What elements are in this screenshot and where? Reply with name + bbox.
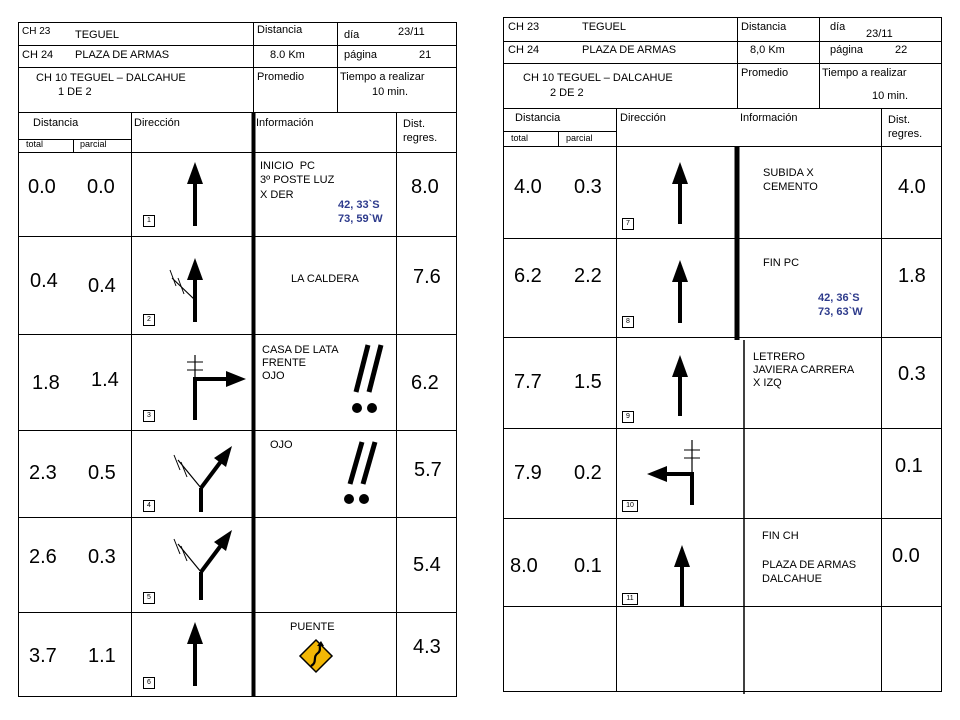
right-row-10-regres: 0.1	[895, 455, 923, 477]
right-row-8-total: 6.2	[514, 265, 542, 287]
left-col-direccion: Dirección	[134, 117, 180, 129]
right-row-8-regres: 1.8	[898, 265, 926, 287]
right-pagina-value: 22	[895, 44, 908, 56]
right-distancia-value: 8,0 Km	[750, 44, 785, 56]
left-row-1-parcial: 0.0	[87, 176, 115, 198]
left-turn-arrow-icon	[647, 440, 700, 505]
left-tiempo-label: Tiempo a realizar	[340, 71, 425, 83]
left-row-2-total: 0.4	[30, 270, 58, 292]
right-dia-label: día	[830, 21, 846, 33]
left-dia-label: día	[344, 29, 360, 41]
left-row-4-total: 2.3	[29, 462, 57, 484]
left-row-3-total: 1.8	[32, 372, 60, 394]
left-town-b: PLAZA DE ARMAS	[75, 49, 170, 61]
left-pagina-value: 21	[419, 49, 432, 61]
straight-arrow-icon	[187, 622, 203, 686]
left-row-2-parcial: 0.4	[88, 275, 116, 297]
right-row-7-parcial: 0.3	[574, 176, 602, 198]
left-row-4-parcial: 0.5	[88, 462, 116, 484]
left-row-3-parcial: 1.4	[91, 369, 119, 391]
right-route: CH 10 TEGUEL – DALCAHUE	[523, 72, 673, 84]
straight-arrow-icon	[674, 545, 690, 606]
left-row-1-regres: 8.0	[411, 176, 439, 198]
left-row-6-info: PUENTE	[290, 621, 335, 633]
left-row-3-info: CASA DE LATA FRENTE OJO	[262, 344, 339, 383]
right-row-10-number: 10	[622, 500, 638, 512]
right-row-10-parcial: 0.2	[574, 462, 602, 484]
right-row-8-parcial: 2.2	[574, 265, 602, 287]
right-col-dist-regres: Dist. regres.	[888, 114, 923, 141]
right-row-9-info: LETRERO JAVIERA CARRERA X IZQ	[753, 351, 855, 390]
right-part: 2 DE 2	[550, 87, 584, 99]
caution-icon	[344, 442, 375, 504]
left-row-1-total: 0.0	[28, 176, 56, 198]
right-row-8-info: FIN PC	[763, 257, 800, 269]
right-row-8-coord-lon: 73, 63`W	[818, 306, 863, 318]
right-row-11-info: FIN CH PLAZA DE ARMAS DALCAHUE	[762, 530, 857, 585]
right-col-distancia: Distancia	[515, 112, 561, 124]
right-distancia-label: Distancia	[741, 21, 787, 33]
caution-icon	[352, 345, 381, 413]
right-promedio-label: Promedio	[741, 67, 789, 79]
left-row-5-parcial: 0.3	[88, 546, 116, 568]
right-row-10-total: 7.9	[514, 462, 542, 484]
left-dia-value: 23/11	[398, 26, 425, 38]
left-row-1-number: 1	[143, 215, 155, 227]
left-col-total: total	[26, 139, 44, 149]
right-row-7-info: SUBIDA X CEMENTO	[763, 167, 818, 194]
left-row-1-coord-lon: 73, 59`W	[338, 213, 383, 225]
right-row-7-number: 7	[622, 218, 634, 230]
right-row-8-coord-lat: 42, 36`S	[818, 292, 860, 304]
right-row-7-total: 4.0	[514, 176, 542, 198]
straight-arrow-icon	[672, 260, 688, 323]
right-ch-a: CH 23	[508, 21, 540, 33]
right-col-direccion: Dirección	[620, 112, 666, 124]
winding-road-sign-icon	[300, 640, 332, 672]
right-row-9-regres: 0.3	[898, 363, 926, 385]
right-tiempo-label: Tiempo a realizar	[822, 67, 907, 79]
right-row-7-regres: 4.0	[898, 176, 926, 198]
right-row-11-regres: 0.0	[892, 545, 920, 567]
left-row-6-parcial: 1.1	[88, 645, 116, 667]
fork-right-arrow-icon	[174, 530, 232, 600]
left-row-6-regres: 4.3	[413, 636, 441, 658]
left-row-1-info: INICIO PC 3º POSTE LUZ X DER	[260, 160, 335, 201]
left-col-distancia: Distancia	[33, 117, 79, 129]
right-tiempo-value: 10 min.	[872, 90, 909, 102]
right-col-total: total	[511, 133, 529, 143]
left-route: CH 10 TEGUEL – DALCAHUE	[36, 72, 186, 84]
right-pagina-label: página	[830, 44, 864, 56]
left-col-dist-regres: Dist. regres.	[403, 118, 438, 145]
left-row-3-regres: 6.2	[411, 372, 439, 394]
right-town-a: TEGUEL	[582, 21, 627, 33]
right-row-11-parcial: 0.1	[574, 555, 602, 577]
left-row-2-number: 2	[143, 314, 155, 326]
left-tiempo-value: 10 min.	[372, 86, 409, 98]
left-row-5-total: 2.6	[29, 546, 57, 568]
left-row-2-regres: 7.6	[413, 266, 441, 288]
left-pagina-label: página	[344, 49, 378, 61]
left-row-4-info: OJO	[270, 439, 293, 451]
right-row-9-total: 7.7	[514, 371, 542, 393]
right-row-11-total: 8.0	[510, 555, 538, 577]
right-row-9-parcial: 1.5	[574, 371, 602, 393]
right-dia-value: 23/11	[866, 28, 893, 40]
left-row-4-number: 4	[143, 500, 155, 512]
left-row-5-regres: 5.4	[413, 554, 441, 576]
right-col-parcial: parcial	[566, 133, 593, 143]
straight-arrow-icon	[187, 162, 203, 226]
left-promedio-label: Promedio	[257, 71, 305, 83]
right-row-9-number: 9	[622, 411, 634, 423]
left-ch-b: CH 24	[22, 49, 54, 61]
right-col-informacion: Información	[740, 112, 798, 124]
right-ch-b: CH 24	[508, 44, 540, 56]
left-town-a: TEGUEL	[75, 29, 120, 41]
left-col-informacion: Información	[256, 117, 314, 129]
left-row-3-number: 3	[143, 410, 155, 422]
right-turn-arrow-icon	[187, 355, 246, 420]
left-row-1-coord-lat: 42, 33`S	[338, 199, 380, 211]
right-town-b: PLAZA DE ARMAS	[582, 44, 677, 56]
left-col-parcial: parcial	[80, 139, 107, 149]
left-ch-a: CH 23	[22, 26, 51, 37]
straight-arrow-icon	[672, 162, 688, 224]
right-row-11-number: 11	[622, 593, 638, 605]
left-distancia-label: Distancia	[257, 24, 303, 36]
left-part: 1 DE 2	[58, 86, 92, 98]
left-distancia-value: 8.0 Km	[270, 49, 305, 61]
left-row-5-number: 5	[143, 592, 155, 604]
right-row-8-number: 8	[622, 316, 634, 328]
fork-right-arrow-icon	[174, 446, 232, 512]
left-row-6-number: 6	[143, 677, 155, 689]
left-row-4-regres: 5.7	[414, 459, 442, 481]
straight-arrow-icon	[672, 355, 688, 416]
left-row-6-total: 3.7	[29, 645, 57, 667]
left-row-2-info: LA CALDERA	[291, 273, 359, 285]
straight-with-left-branch-icon	[170, 258, 203, 322]
